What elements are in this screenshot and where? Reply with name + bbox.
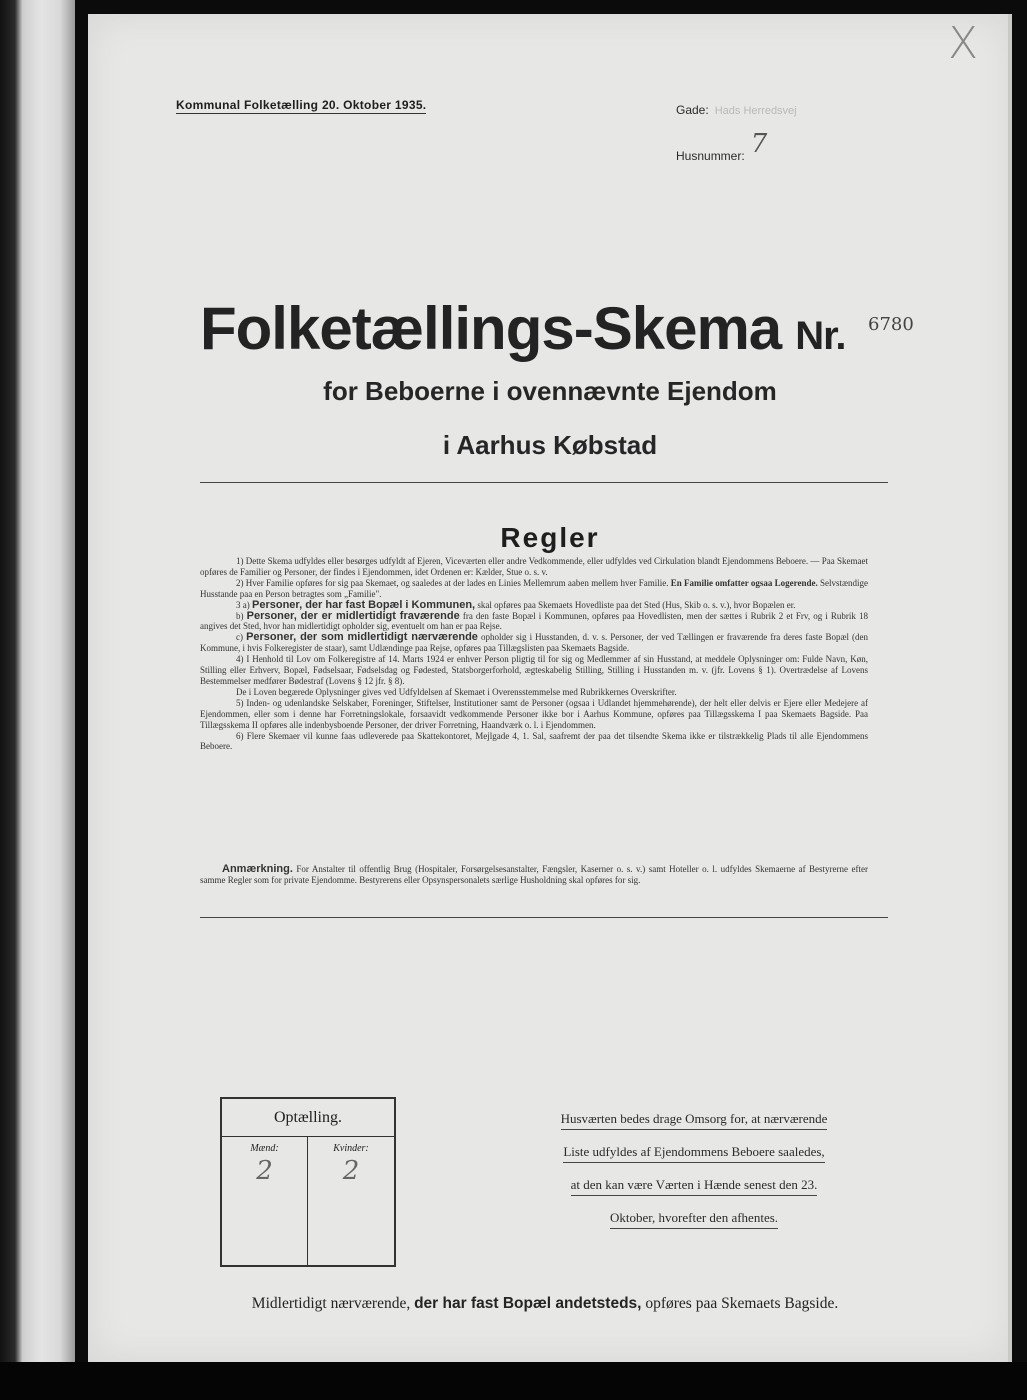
- street-label: Gade:: [676, 103, 709, 117]
- scan-bottom-edge: [0, 1362, 1027, 1400]
- form-subtitle-1: for Beboerne i ovennævnte Ejendom: [323, 376, 777, 406]
- form-title-nr: Nr.: [795, 314, 846, 358]
- footer-note: Midlertidigt nærværende, der har fast Bopæl andetsteds, opføres paa Skemaets Bagside.: [251, 1295, 839, 1312]
- street-value: Hads Herredsvej: [714, 105, 797, 117]
- page-edge: [1008, 14, 1012, 1362]
- count-women-label: Kvinder:: [333, 1143, 369, 1154]
- rule-2: 2) Hver Familie opføres for sig paa Skemaet, og saaledes at der lades en Linies Mellemrum aaben mellem hver Familie. En Familie omfatter ogsaa Logerende. Selvstændige Husstande paa en Person betragtes som „Familie".: [200, 577, 869, 599]
- count-men: [222, 1137, 308, 1267]
- divider-top: [200, 482, 888, 483]
- landlord-notice: [526, 1103, 862, 1235]
- landlord-notice-line-4: Oktober, hvorefter den afhentes.: [610, 1209, 778, 1229]
- landlord-notice-line-3: at den kan være Værten i Hænde senest den 23.: [571, 1176, 818, 1196]
- landlord-notice-line-2: Liste udfyldes af Ejendommens Beboere saaledes,: [563, 1143, 824, 1163]
- count-women-value: 2: [342, 1156, 360, 1186]
- census-form-page: [88, 14, 1012, 1362]
- census-date-line: Kommunal Folketælling 20. Oktober 1935.: [176, 98, 427, 112]
- count-title: Optælling.: [222, 1099, 394, 1137]
- rule-1: 1) Dette Skema udfyldes eller besørges udfyldt af Ejeren, Viceværten eller andre Vedkommende, eller udfyldes ved Cirkulation blandt Ejendommens Beboere. — Paa Skemaet opføres de Familier og Personer, der findes i Ejendommen, idet Ordenen er: Kælder, Stue o. s. v.: [200, 556, 868, 577]
- divider-bottom: [200, 917, 888, 918]
- rule-3a: 3 a) Personer, der har fast Bopæl i Kommunen, skal opføres paa Skemaets Hovedliste paa det Sted (Hus, Skib o. s. v.), hvor Bopælen er.: [236, 598, 796, 611]
- form-title-main: Folketællings-Skema: [200, 295, 782, 362]
- form-title: [200, 294, 846, 363]
- rule-3c: c) Personer, der som midlertidigt nærværende opholder sig i Husstanden, d. v. s. Personer, der ved Tællingen er fraværende fra deres faste Bopæl (den Kommune, i hvis Folkeregister de staar), samt Udlændinge paa Rejse, opføres paa Tillægslisten paa Skemaets Bagside.: [200, 631, 869, 654]
- rule-4: 4) I Henhold til Lov om Folkeregistre af 14. Marts 1924 er enhver Person pligtig til for sig og Medlemmer af sin Husstand, at meddele Oplysninger om: Fulde Navn, Køn, Stilling eller Erhverv, Bopæl, Fødselsaar, Fødselsdag og Fødested, Statsborgerforhold, ægteskabelig Stilling, Stilling i Husstanden m. v. (jfr. Lovens § 1). Overtrædelse af Lovens Bestemmelser medfører Bødestraf (Lovens § 12 jfr. § 8).: [200, 654, 868, 686]
- count-box: [220, 1097, 396, 1267]
- count-men-value: 2: [256, 1156, 273, 1186]
- landlord-notice-line-1: Husværten bedes drage Omsorg for, at nærværende: [561, 1110, 828, 1130]
- house-number-label: Husnummer:: [676, 149, 745, 163]
- rule-3b: b) Personer, der er midlertidigt fraværende fra den faste Bopæl i Kommunen, opføres paa Hovedlisten, men der sættes i Rubrik 2 et Frv, og i Rubrik 18 angives det Sted, hvor han midlertidigt opholder sig, eventuelt om han er paa Rejse.: [200, 609, 869, 632]
- remark: [200, 864, 868, 886]
- remark-label: Anmærkning.: [222, 863, 293, 875]
- remark-text: For Anstalter til offentlig Brug (Hospitaler, Forsørgelsesanstalter, Fængsler, Kaserner o. s. v.) samt Hoteller o. l. udfyldes Skemaerne af Bestyrerne efter samme Regler som for private Ejendomme. Bestyrerens eller Opsynspersonalets særlige Husholdning skal opføres for sig.: [200, 864, 869, 885]
- rule-5: 5) Inden- og udenlandske Selskaber, Foreninger, Stiftelser, Institutioner samt de Personer (ogsaa i Udlandet hjemmehørende), der helt eller delvis er Ejere eller Medejere af Ejendommen, eller som i denne har Forretningslokale, forsaavidt vedkommende Personer ikke bor i Aarhus Kommune, opføres paa Tillægsskema I paa Skemaets Bagside. Paa Tillægsskema II opføres alle indenbysboende Personer, der driver Forretning, Haandværk o. l. i Ejendommen.: [200, 697, 868, 730]
- count-women: [308, 1137, 394, 1267]
- scan-binding-edge: [0, 0, 75, 1400]
- corner-check-mark: X: [948, 18, 979, 69]
- street-field: [676, 101, 797, 119]
- house-number-field: [676, 129, 768, 167]
- form-number: 6780: [868, 314, 914, 335]
- rules-heading: Regler: [500, 522, 600, 553]
- form-subtitle-2: i Aarhus Købstad: [442, 430, 658, 460]
- rule-4-note: De i Loven begærede Oplysninger gives ved Udfyldelsen af Skemaet i Overensstemmelse med Rubrikkernes Overskrifter.: [236, 686, 677, 697]
- rules-text: [200, 556, 868, 752]
- rule-6: 6) Flere Skemaer vil kunne faas udleverede paa Skattekontoret, Mejlgade 4, 1. Sal, saafremt der paa det tilsendte Skema ikke er tilstrækkelig Plads til alle Ejendommens Beboere.: [200, 730, 868, 752]
- house-number-value: 7: [750, 129, 768, 159]
- count-men-label: Mænd:: [250, 1143, 279, 1154]
